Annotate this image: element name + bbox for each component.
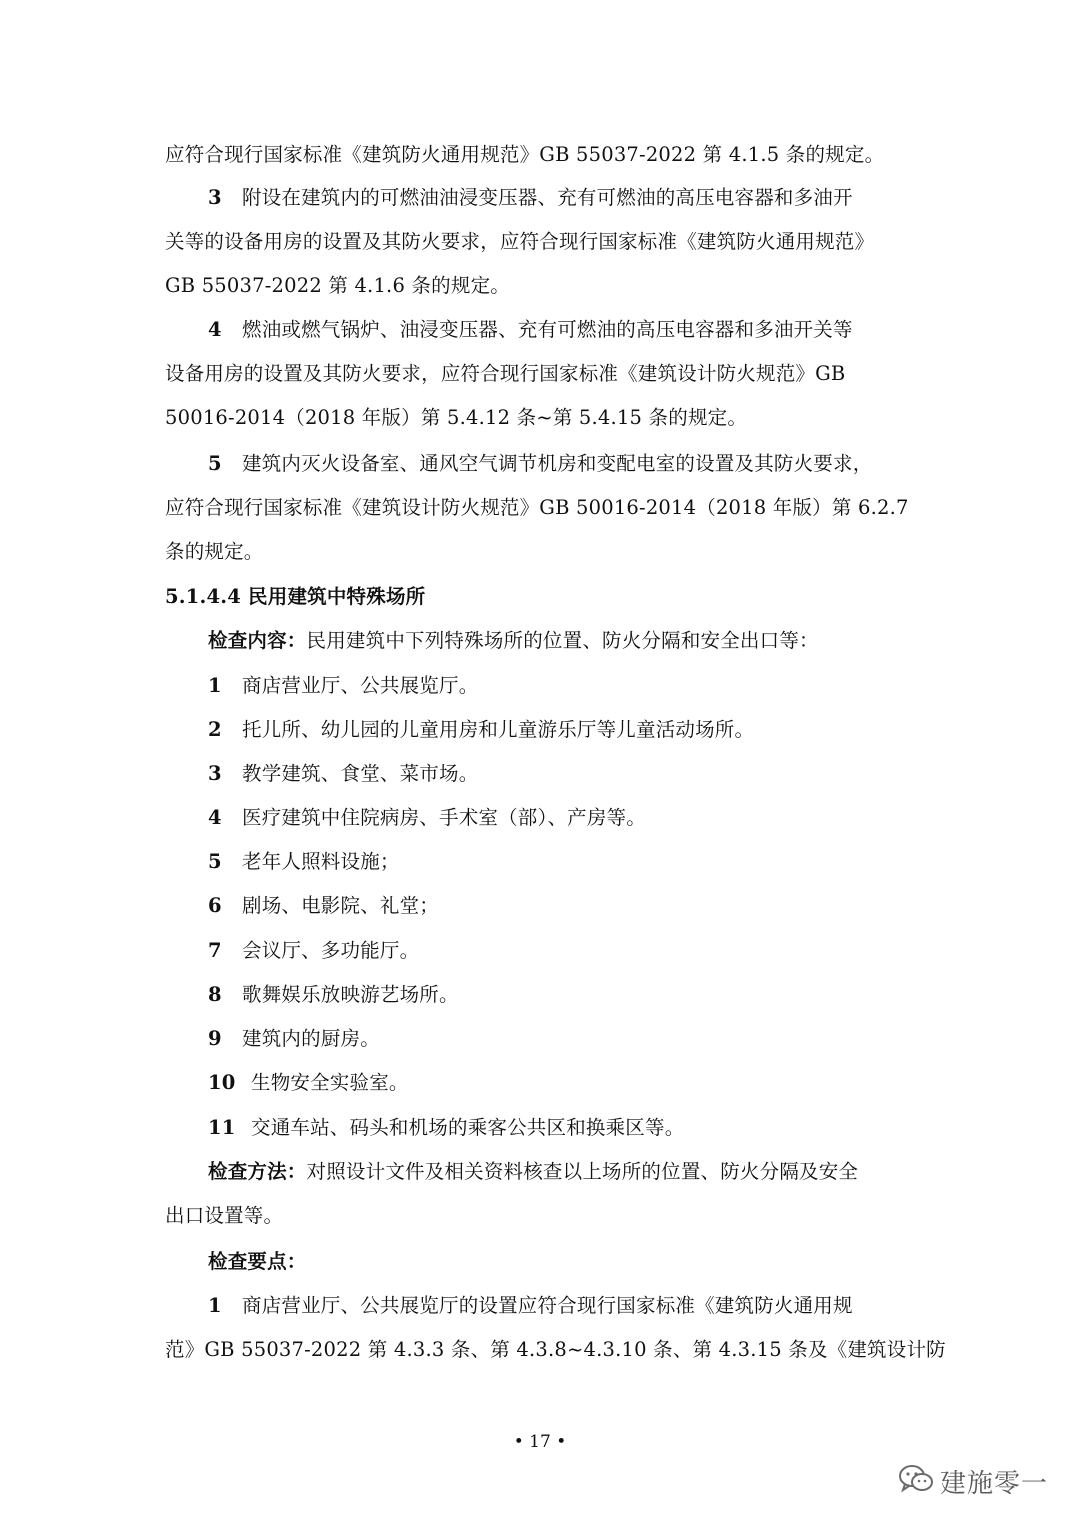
list-item: [0, 1113, 1080, 1143]
list-item: [0, 847, 1080, 877]
text-line: [0, 227, 1080, 257]
check-method-label: 检查方法：: [208, 1160, 307, 1183]
list-item: [0, 936, 1080, 966]
list-item: [0, 715, 1080, 745]
item-text: 歌舞娱乐放映游艺场所。: [242, 983, 459, 1006]
watermark-text: 建施零一: [940, 1468, 1049, 1499]
list-item: [0, 891, 1080, 921]
text-line: [0, 1201, 1080, 1231]
text-line-content: 附设在建筑内的可燃油油浸变压器、充有可燃油的高压电容器和多油开: [242, 186, 853, 209]
text-line: [0, 493, 1080, 523]
list-item: [0, 803, 1080, 833]
text-line-content: 建筑内灭火设备室、通风空气调节机房和变配电室的设置及其防火要求，: [242, 452, 873, 475]
list-item-5: [0, 449, 1080, 479]
list-item: [0, 759, 1080, 789]
item-text: 生物安全实验室。: [251, 1071, 409, 1094]
item-text: 会议厅、多功能厅。: [242, 939, 420, 962]
item-number: 6: [208, 894, 222, 917]
page-number: • 17 •: [513, 1432, 567, 1452]
check-points-heading: [0, 1247, 1080, 1277]
wechat-icon: [898, 1463, 934, 1499]
item-text: 剧场、电影院、礼堂；: [242, 894, 440, 917]
text-line-content: 关等的设备用房的设置及其防火要求，应符合现行国家标准《建筑防火通用规范》: [165, 230, 875, 253]
section-heading: [0, 582, 1080, 612]
item-number: 5: [208, 452, 222, 475]
text-line: [0, 359, 1080, 389]
item-number: 10: [208, 1071, 236, 1094]
list-item: [0, 671, 1080, 701]
section-title: 民用建筑中特殊场所: [248, 585, 426, 608]
check-method-text-cont: 出口设置等。: [165, 1204, 284, 1227]
check-content-label: 检查内容：: [208, 629, 307, 652]
check-points-label: 检查要点：: [208, 1250, 307, 1273]
text-line: [0, 537, 1080, 567]
list-item: [0, 1068, 1080, 1098]
text-line-content: 50016-2014（2018 年版）第 5.4.12 条~第 5.4.15 条的规定。: [165, 406, 748, 429]
section-number: 5.1.4.4: [165, 585, 242, 608]
item-text: 老年人照料设施；: [242, 850, 400, 873]
item-number: 2: [208, 718, 222, 741]
text-line: [0, 271, 1080, 301]
item-number: 1: [208, 1294, 222, 1317]
item-number: 9: [208, 1027, 222, 1050]
check-method-line: [0, 1157, 1080, 1187]
item-number: 8: [208, 983, 222, 1006]
text-line-content: 应符合现行国家标准《建筑防火通用规范》GB 55037-2022 第 4.1.5 条的规定。: [165, 143, 885, 166]
item-text-cont: 范》GB 55037-2022 第 4.3.3 条、第 4.3.8~4.3.10 条、第 4.3.15 条及《建筑设计防: [165, 1338, 946, 1361]
text-line-content: 应符合现行国家标准《建筑设计防火规范》GB 50016-2014（2018 年版）第 6.2.7: [165, 496, 909, 519]
check-content-line: [0, 626, 1080, 656]
check-method-text: 对照设计文件及相关资料核查以上场所的位置、防火分隔及安全: [306, 1160, 859, 1183]
item-text: 教学建筑、食堂、菜市场。: [242, 762, 479, 785]
item-number: 3: [208, 186, 222, 209]
item-text: 商店营业厅、公共展览厅的设置应符合现行国家标准《建筑防火通用规: [242, 1294, 853, 1317]
list-item-3: [0, 183, 1080, 213]
list-item-4: [0, 315, 1080, 345]
item-text: 托儿所、幼儿园的儿童用房和儿童游乐厅等儿童活动场所。: [242, 718, 755, 741]
item-number: 3: [208, 762, 222, 785]
item-text: 交通车站、码头和机场的乘客公共区和换乘区等。: [251, 1116, 685, 1139]
text-line-content: 条的规定。: [165, 540, 264, 563]
text-line-content: GB 55037-2022 第 4.1.6 条的规定。: [165, 274, 510, 297]
item-number: 5: [208, 850, 222, 873]
item-number: 1: [208, 674, 222, 697]
text-line-content: 燃油或燃气锅炉、油浸变压器、充有可燃油的高压电容器和多油开关等: [242, 318, 853, 341]
list-item: [0, 1291, 1080, 1321]
item-text: 建筑内的厨房。: [242, 1027, 380, 1050]
list-item: [0, 980, 1080, 1010]
text-line: [0, 403, 1080, 433]
item-text: 医疗建筑中住院病房、手术室（部）、产房等。: [242, 806, 646, 829]
text-line: [0, 140, 1080, 170]
item-number: 4: [208, 806, 222, 829]
list-item: [0, 1024, 1080, 1054]
watermark: [898, 1456, 1078, 1506]
item-number: 4: [208, 318, 222, 341]
item-number: 11: [208, 1116, 236, 1139]
check-content-text: 民用建筑中下列特殊场所的位置、防火分隔和安全出口等：: [306, 629, 819, 652]
text-line: [0, 1335, 1080, 1365]
item-number: 7: [208, 939, 222, 962]
item-text: 商店营业厅、公共展览厅。: [242, 674, 479, 697]
text-line-content: 设备用房的设置及其防火要求，应符合现行国家标准《建筑设计防火规范》GB: [165, 362, 846, 385]
